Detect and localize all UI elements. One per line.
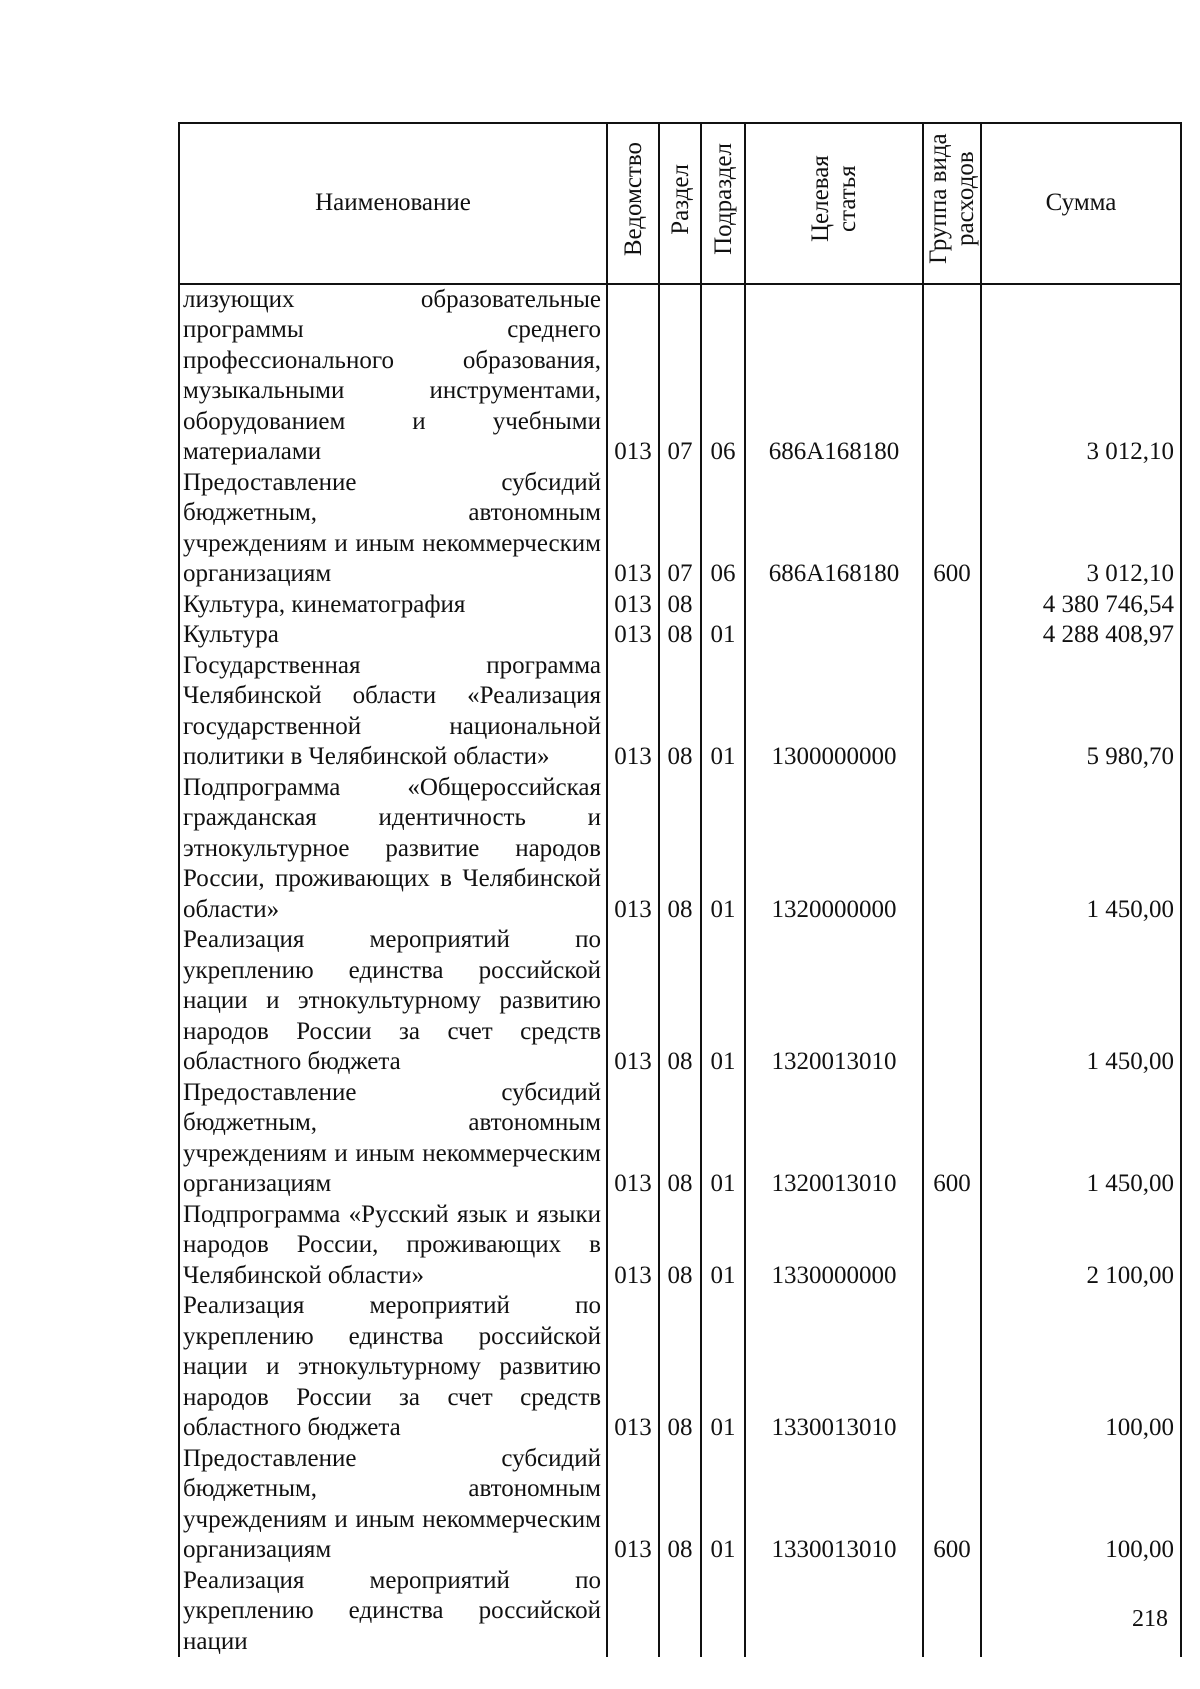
cell-celevaya: 1320000000 (745, 773, 923, 926)
cell-podrazdel: 01 (701, 620, 745, 651)
cell-celevaya: 686A168180 (745, 284, 923, 468)
table-row (179, 1444, 1181, 1566)
cell-razdel: 08 (659, 620, 701, 651)
header-podrazdel (701, 123, 745, 284)
cell-summa: 4 288 408,97 (981, 620, 1181, 651)
cell-podrazdel: 01 (701, 925, 745, 1078)
cell-podrazdel: 01 (701, 1444, 745, 1566)
cell-podrazdel: 06 (701, 284, 745, 468)
budget-table (178, 122, 1182, 1657)
header-summa-text: Сумма (1045, 189, 1117, 216)
cell-gruppa (923, 773, 981, 926)
header-celevaya-text: Целевая статья (807, 155, 861, 243)
cell-ved (607, 1566, 659, 1658)
cell-gruppa (923, 1291, 981, 1444)
cell-razdel: 08 (659, 773, 701, 926)
cell-razdel: 08 (659, 651, 701, 773)
cell-name: Культура (179, 620, 607, 651)
cell-celevaya: 1320013010 (745, 925, 923, 1078)
cell-ved: 013 (607, 1200, 659, 1292)
cell-name: Реализация мероприятий по укреплению единства российской нации (179, 1566, 607, 1658)
cell-ved: 013 (607, 1291, 659, 1444)
cell-gruppa (923, 620, 981, 651)
cell-celevaya: 1330000000 (745, 1200, 923, 1292)
cell-podrazdel (701, 590, 745, 621)
table-row (179, 284, 1181, 468)
cell-ved: 013 (607, 620, 659, 651)
cell-name: лизующих образовательные программы среднего профессионального образования, музыкальными инструментами, оборудованием и учебными материалами (179, 284, 607, 468)
table-row (179, 1200, 1181, 1292)
header-gruppa-text: Группа вида расходов (925, 133, 979, 265)
table-row (179, 620, 1181, 651)
cell-podrazdel: 06 (701, 468, 745, 590)
table-row (179, 651, 1181, 773)
cell-podrazdel: 01 (701, 1200, 745, 1292)
cell-summa: 3 012,10 (981, 468, 1181, 590)
table-header (179, 123, 1181, 284)
cell-ved: 013 (607, 773, 659, 926)
cell-gruppa (923, 590, 981, 621)
cell-name: Культура, кинематография (179, 590, 607, 621)
cell-summa: 100,00 (981, 1444, 1181, 1566)
cell-summa: 3 012,10 (981, 284, 1181, 468)
cell-gruppa (923, 651, 981, 773)
cell-celevaya: 1330013010 (745, 1444, 923, 1566)
cell-podrazdel: 01 (701, 773, 745, 926)
table-row (179, 1078, 1181, 1200)
cell-summa: 5 980,70 (981, 651, 1181, 773)
cell-razdel: 07 (659, 468, 701, 590)
cell-name: Предоставление субсидий бюджетным, автономным учреждениям и иным некоммерческим организациям (179, 1078, 607, 1200)
cell-razdel: 08 (659, 1291, 701, 1444)
cell-podrazdel (701, 1566, 745, 1658)
cell-name: Реализация мероприятий по укреплению единства российской нации и этнокультурному развитию народов России за счет средств областного бюджета (179, 925, 607, 1078)
cell-summa: 1 450,00 (981, 773, 1181, 926)
cell-celevaya (745, 1566, 923, 1658)
cell-ved: 013 (607, 925, 659, 1078)
page-number: 218 (1132, 1606, 1168, 1632)
cell-name: Подпрограмма «Русский язык и языки народов России, проживающих в Челябинской области» (179, 1200, 607, 1292)
header-vedomstvo (607, 123, 659, 284)
table-row (179, 468, 1181, 590)
cell-summa: 4 380 746,54 (981, 590, 1181, 621)
cell-name: Предоставление субсидий бюджетным, автономным учреждениям и иным некоммерческим организациям (179, 1444, 607, 1566)
cell-celevaya: 1330013010 (745, 1291, 923, 1444)
header-vedomstvo-text: Ведомство (619, 141, 647, 257)
cell-razdel: 08 (659, 1444, 701, 1566)
cell-razdel: 08 (659, 1078, 701, 1200)
table-row (179, 773, 1181, 926)
cell-summa: 1 450,00 (981, 1078, 1181, 1200)
cell-gruppa (923, 1200, 981, 1292)
cell-celevaya (745, 620, 923, 651)
header-gruppa (923, 123, 981, 284)
cell-razdel: 08 (659, 925, 701, 1078)
cell-name: Государственная программа Челябинской области «Реализация государственной национальной политики в Челябинской области» (179, 651, 607, 773)
cell-name: Реализация мероприятий по укреплению единства российской нации и этнокультурному развитию народов России за счет средств областного бюджета (179, 1291, 607, 1444)
cell-razdel: 08 (659, 1200, 701, 1292)
cell-gruppa (923, 1566, 981, 1658)
cell-ved: 013 (607, 590, 659, 621)
table-row (179, 925, 1181, 1078)
header-name-text: Наименование (315, 189, 471, 216)
cell-ved: 013 (607, 651, 659, 773)
cell-podrazdel: 01 (701, 1078, 745, 1200)
cell-gruppa: 600 (923, 1444, 981, 1566)
cell-ved: 013 (607, 284, 659, 468)
header-podrazdel-text: Подраздел (709, 143, 737, 255)
cell-razdel: 08 (659, 590, 701, 621)
header-celevaya (745, 123, 923, 284)
cell-summa: 100,00 (981, 1291, 1181, 1444)
cell-podrazdel: 01 (701, 1291, 745, 1444)
cell-ved: 013 (607, 1078, 659, 1200)
cell-razdel: 07 (659, 284, 701, 468)
cell-gruppa: 600 (923, 468, 981, 590)
cell-celevaya: 1300000000 (745, 651, 923, 773)
cell-summa: 1 450,00 (981, 925, 1181, 1078)
cell-razdel (659, 1566, 701, 1658)
table-body (179, 284, 1181, 1658)
header-razdel-text: Раздел (666, 163, 694, 235)
cell-ved: 013 (607, 1444, 659, 1566)
cell-podrazdel: 01 (701, 651, 745, 773)
cell-ved: 013 (607, 468, 659, 590)
cell-gruppa (923, 925, 981, 1078)
header-razdel (659, 123, 701, 284)
table-row (179, 1566, 1181, 1658)
cell-name: Предоставление субсидий бюджетным, автономным учреждениям и иным некоммерческим организациям (179, 468, 607, 590)
cell-celevaya (745, 590, 923, 621)
cell-summa: 2 100,00 (981, 1200, 1181, 1292)
cell-celevaya: 1320013010 (745, 1078, 923, 1200)
table-row (179, 590, 1181, 621)
cell-gruppa (923, 284, 981, 468)
cell-name: Подпрограмма «Общероссийская гражданская идентичность и этнокультурное развитие народов России, проживающих в Челябинской области» (179, 773, 607, 926)
table-row (179, 1291, 1181, 1444)
header-summa (981, 123, 1181, 284)
cell-gruppa: 600 (923, 1078, 981, 1200)
cell-celevaya: 686A168180 (745, 468, 923, 590)
header-name (179, 123, 607, 284)
